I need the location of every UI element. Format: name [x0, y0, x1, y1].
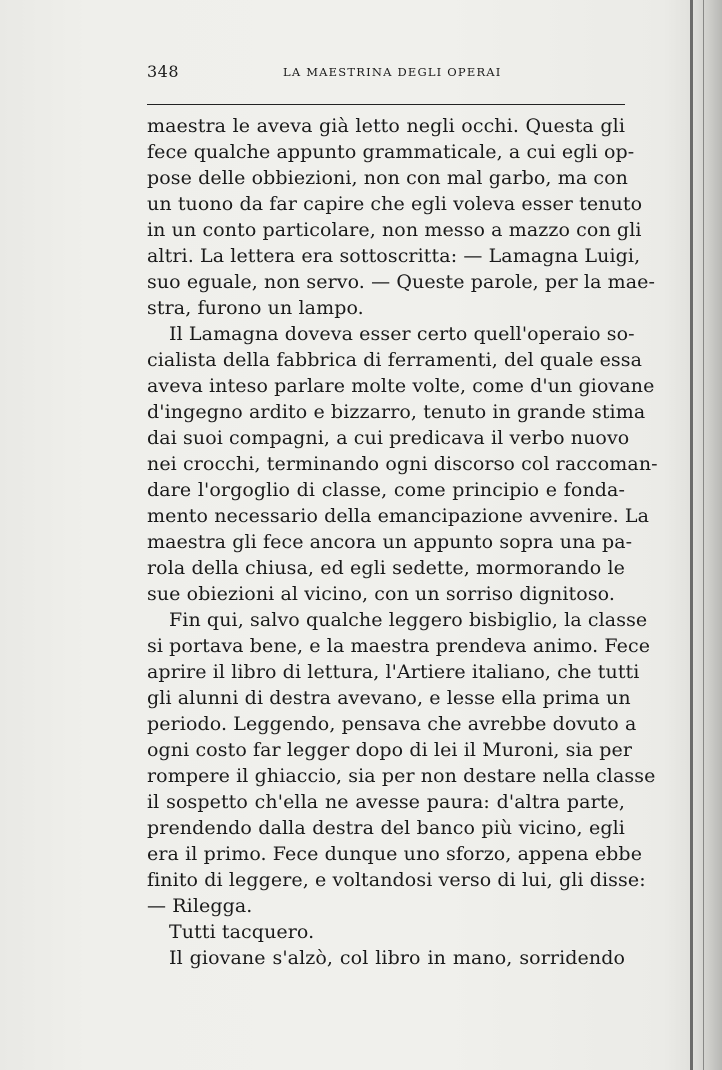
text-line: cialista della fabbrica di ferramenti, del quale essa	[147, 349, 643, 371]
text-line: dare l'orgoglio di classe, come principio e fonda-	[147, 479, 625, 501]
running-title: LA MAESTRINA DEGLI OPERAI	[283, 65, 502, 79]
text-line: d'ingegno ardito e bizzarro, tenuto in grande stima	[147, 401, 646, 423]
text-line: Tutti tacquero.	[169, 921, 315, 943]
text-line: — Rilegga.	[147, 895, 253, 917]
text-line: dai suoi compagni, a cui predicava il verbo nuovo	[147, 427, 630, 449]
text-line: stra, furono un lampo.	[147, 297, 364, 319]
header-rule	[147, 104, 625, 105]
text-line: un tuono da far capire che egli voleva esser tenuto	[147, 193, 643, 215]
running-header	[147, 62, 625, 86]
page-gutter-shadow	[692, 0, 722, 1070]
text-line: finito di leggere, e voltandosi verso di lui, gli disse:	[147, 869, 646, 891]
text-line: maestra le aveva già letto negli occhi. Questa gli	[147, 115, 625, 137]
text-line: prendendo dalla destra del banco più vicino, egli	[147, 817, 625, 839]
text-line: nei crocchi, terminando ogni discorso col raccoman-	[147, 453, 658, 475]
text-line: il sospetto ch'ella ne avesse paura: d'altra parte,	[147, 791, 625, 813]
text-line: in un conto particolare, non messo a mazzo con gli	[147, 219, 642, 241]
text-line: fece qualche appunto grammaticale, a cui egli op-	[147, 141, 635, 163]
text-line: aveva inteso parlare molte volte, come d'un giovane	[147, 375, 655, 397]
text-line: maestra gli fece ancora un appunto sopra una pa-	[147, 531, 633, 553]
text-line: suo eguale, non servo. — Queste parole, per la mae-	[147, 271, 656, 293]
text-line: Il Lamagna doveva esser certo quell'operaio so-	[169, 323, 635, 345]
text-line: Il giovane s'alzò, col libro in mano, sorridendo	[169, 947, 625, 969]
text-line: pose delle obbiezioni, non con mal garbo, ma con	[147, 167, 629, 189]
text-line: aprire il libro di lettura, l'Artiere italiano, che tutti	[147, 661, 640, 683]
text-line: Fin qui, salvo qualche leggero bisbiglio, la classe	[169, 609, 648, 631]
text-line: mento necessario della emancipazione avvenire. La	[147, 505, 650, 527]
page-edge-line-thin	[703, 0, 704, 1070]
text-line: rompere il ghiaccio, sia per non destare nella classe	[147, 765, 656, 787]
body-text	[147, 113, 658, 971]
page-edge-line	[690, 0, 693, 1070]
text-line: era il primo. Fece dunque uno sforzo, appena ebbe	[147, 843, 643, 865]
text-line: altri. La lettera era sottoscritta: — Lamagna Luigi,	[147, 245, 641, 267]
text-line: periodo. Leggendo, pensava che avrebbe dovuto a	[147, 713, 637, 735]
page-number: 348	[147, 62, 180, 81]
text-line: si portava bene, e la maestra prendeva animo. Fece	[147, 635, 651, 657]
text-line: sue obiezioni al vicino, con un sorriso dignitoso.	[147, 583, 616, 605]
text-line: ogni costo far legger dopo di lei il Muroni, sia per	[147, 739, 633, 761]
text-line: rola della chiusa, ed egli sedette, mormorando le	[147, 557, 625, 579]
text-line: gli alunni di destra avevano, e lesse ella prima un	[147, 687, 631, 709]
